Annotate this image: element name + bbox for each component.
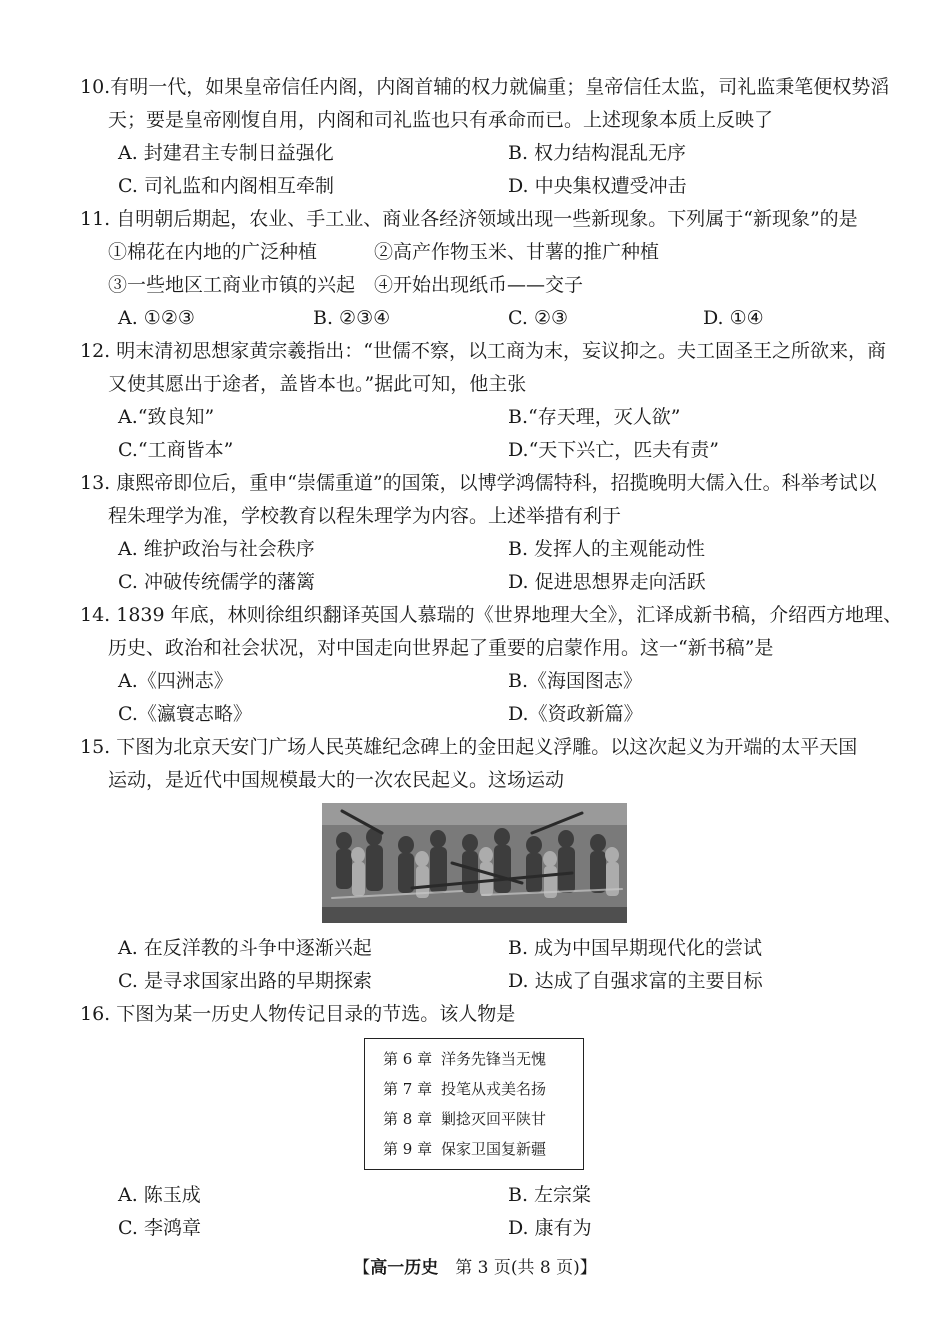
page-footer [0, 1256, 950, 1280]
q14-option-d: D.《资政新篇》 [508, 703, 643, 725]
q13-option-b: B. 发挥人的主观能动性 [508, 538, 706, 560]
q12-option-b: B.“存天理，灭人欲” [508, 406, 681, 428]
biography-table-of-contents [364, 1038, 584, 1170]
toc-chapter-number: 第 8 章 [383, 1110, 433, 1128]
footer-page-number: 第 3 页(共 8 页) [455, 1258, 580, 1278]
q11-option-a: A. ①②③ [118, 307, 195, 329]
q13-option-a: A. 维护政治与社会秩序 [118, 538, 315, 560]
relief-sculpture-image [322, 803, 627, 923]
toc-chapter-number: 第 7 章 [383, 1080, 433, 1098]
toc-row [383, 1139, 546, 1159]
q14-option-b: B.《海国图志》 [508, 670, 643, 692]
q13-stem-line-2: 程朱理学为准，学校教育以程朱理学为内容。上述举措有利于 [108, 505, 622, 527]
q13-option-c: C. 冲破传统儒学的藩篱 [118, 571, 315, 593]
q12-stem-line-2: 又使其愿出于途者，盖皆本也。”据此可知，他主张 [108, 373, 527, 395]
q11-option-b: B. ②③④ [313, 307, 391, 329]
q12-option-c: C.“工商皆本” [118, 439, 234, 461]
q11-option-d: D. ①④ [703, 307, 764, 329]
toc-chapter-number: 第 6 章 [383, 1050, 433, 1068]
q15-option-b: B. 成为中国早期现代化的尝试 [508, 937, 763, 959]
q14-option-a: A.《四洲志》 [118, 670, 233, 692]
q15-option-c: C. 是寻求国家出路的早期探索 [118, 970, 372, 992]
q15-stem-line-1: 15. 下图为北京天安门广场人民英雄纪念碑上的金田起义浮雕。以这次起义为开端的太平天国 [80, 736, 858, 758]
q15-option-a: A. 在反洋教的斗争中逐渐兴起 [118, 937, 372, 959]
q13-stem-line-1: 13. 康熙帝即位后，重申“崇儒重道”的国策，以博学鸿儒特科，招揽晚明大儒入仕。科举考试以 [80, 472, 877, 494]
toc-chapter-number: 第 9 章 [383, 1140, 433, 1158]
q10-option-c: C. 司礼监和内阁相互牵制 [118, 175, 334, 197]
relief-illustration [322, 803, 627, 923]
q10-option-d: D. 中央集权遭受冲击 [508, 175, 687, 197]
toc-chapter-title: 洋务先锋当无愧 [441, 1050, 547, 1068]
q10-stem-line-1: 10.有明一代，如果皇帝信任内阁，内阁首辅的权力就偏重；皇帝信任太监，司礼监秉笔便权势滔 [80, 76, 890, 98]
q11-item-line-2: ③一些地区工商业市镇的兴起 ④开始出现纸币——交子 [108, 274, 584, 296]
q16-stem-line-1: 16. 下图为某一历史人物传记目录的节选。该人物是 [80, 1003, 516, 1025]
q10-option-a: A. 封建君主专制日益强化 [118, 142, 334, 164]
toc-row [383, 1049, 546, 1069]
q15-stem-line-2: 运动，是近代中国规模最大的一次农民起义。这场运动 [108, 769, 565, 791]
q16-option-a: A. 陈玉成 [118, 1184, 201, 1206]
q11-item-line-1: ①棉花在内地的广泛种植 ②高产作物玉米、甘薯的推广种植 [108, 241, 660, 263]
q11-option-c: C. ②③ [508, 307, 569, 329]
q16-option-b: B. 左宗棠 [508, 1184, 592, 1206]
q10-option-b: B. 权力结构混乱无序 [508, 142, 687, 164]
q15-option-d: D. 达成了自强求富的主要目标 [508, 970, 763, 992]
q12-option-a: A.“致良知” [118, 406, 215, 428]
q12-stem-line-1: 12. 明末清初思想家黄宗羲指出：“世儒不察，以工商为末，妄议抑之。夫工固圣王之所欲来，商 [80, 340, 886, 362]
toc-row [383, 1109, 546, 1129]
q16-option-d: D. 康有为 [508, 1217, 592, 1239]
toc-chapter-title: 剿捻灭回平陕甘 [441, 1110, 547, 1128]
q13-option-d: D. 促进思想界走向活跃 [508, 571, 706, 593]
q14-stem-line-2: 历史、政治和社会状况，对中国走向世界起了重要的启蒙作用。这一“新书稿”是 [108, 637, 774, 659]
q11-stem-line-1: 11. 自明朝后期起，农业、手工业、商业各经济领域出现一些新现象。下列属于“新现象”的是 [80, 208, 858, 230]
toc-chapter-title: 投笔从戎美名扬 [441, 1080, 547, 1098]
footer-subject: 高一历史 [370, 1258, 439, 1278]
q16-option-c: C. 李鸿章 [118, 1217, 201, 1239]
q12-option-d: D.“天下兴亡，匹夫有责” [508, 439, 720, 461]
footer-bracket-open: 【 [353, 1258, 371, 1278]
q14-stem-line-1: 14. 1839 年底，林则徐组织翻译英国人慕瑞的《世界地理大全》，汇译成新书稿，介绍西方地理、 [80, 604, 903, 626]
footer-bracket-close: 】 [579, 1258, 597, 1278]
q10-stem-line-2: 天；要是皇帝刚愎自用，内阁和司礼监也只有承命而已。上述现象本质上反映了 [108, 109, 774, 131]
toc-chapter-title: 保家卫国复新疆 [441, 1140, 547, 1158]
toc-row [383, 1079, 546, 1099]
q14-option-c: C.《瀛寰志略》 [118, 703, 252, 725]
